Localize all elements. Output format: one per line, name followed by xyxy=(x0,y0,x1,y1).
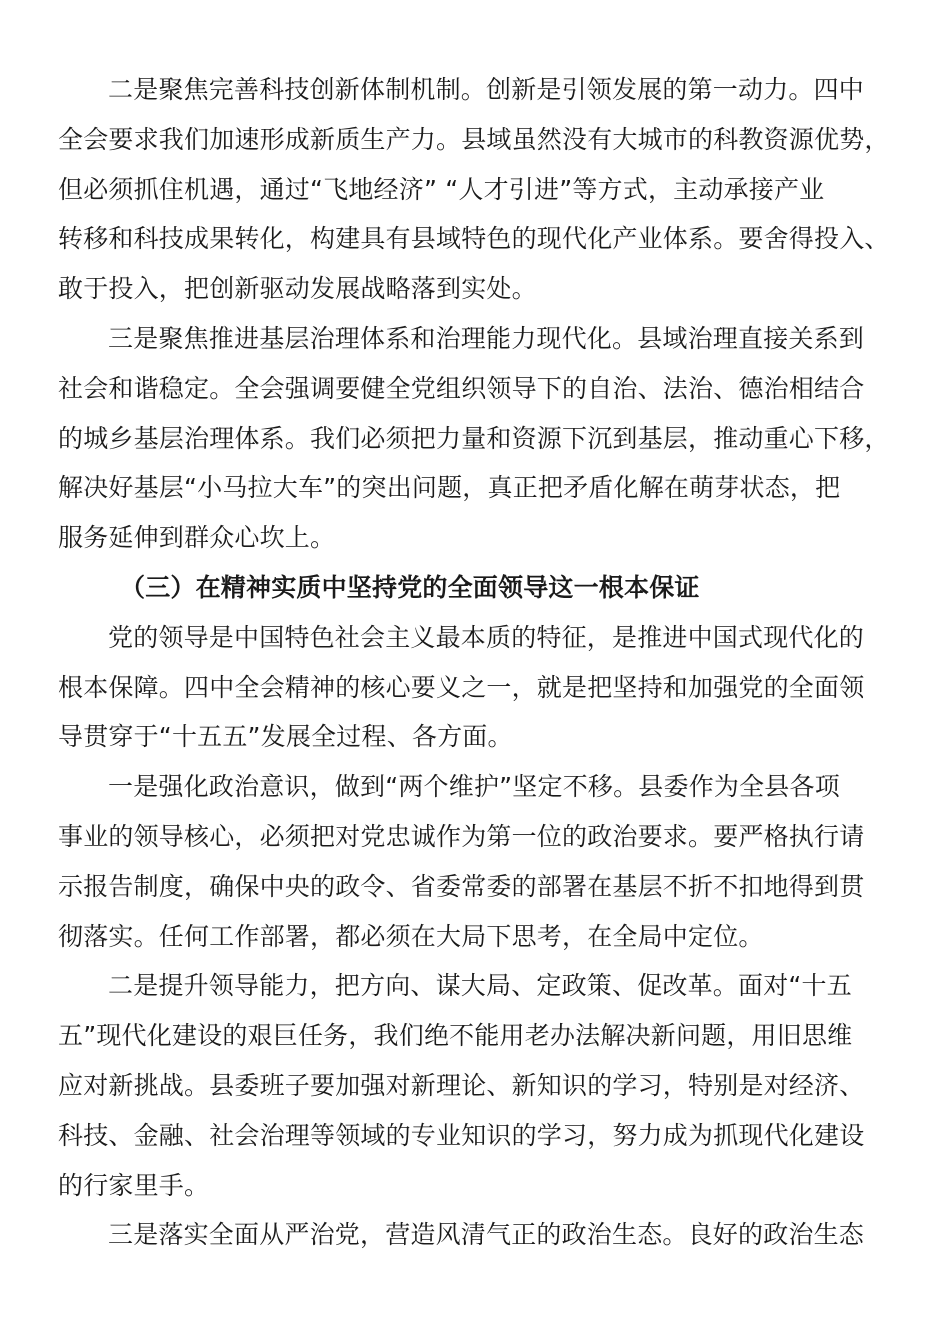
text-line: 服务延伸到群众心坎上。 xyxy=(58,523,336,553)
text-line: 导贯穿于“十五五”发展全过程、各方面。 xyxy=(58,722,513,752)
text-line: 彻落实。任何工作部署，都必须在大局下思考，在全局中定位。 xyxy=(58,921,764,951)
text-line: 敢于投入，把创新驱动发展战略落到实处。 xyxy=(58,274,537,304)
text-line: 应对新挑战。县委班子要加强对新理论、新知识的学习，特别是对经济、 xyxy=(58,1070,865,1100)
text-line: 二是聚焦完善科技创新体制机制。创新是引领发展的第一动力。四中 xyxy=(108,75,865,104)
text-line: 一是强化政治意识，做到“两个维护”坚定不移。县委作为全县各项 xyxy=(108,772,840,802)
text-line: 的行家里手。 xyxy=(58,1170,210,1200)
text-line: 根本保障。四中全会精神的核心要义之一，就是把坚持和加强党的全面领 xyxy=(58,672,865,702)
document-page xyxy=(58,65,898,1260)
text-line: 示报告制度，确保中央的政令、省委常委的部署在基层不折不扣地得到贯 xyxy=(58,871,865,901)
text-line: 三是落实全面从严治党，营造风清气正的政治生态。良好的政治生态 xyxy=(108,1220,865,1250)
text-line: 科技、金融、社会治理等领域的专业知识的学习，努力成为抓现代化建设 xyxy=(58,1120,865,1150)
text-line: 三是聚焦推进基层治理体系和治理能力现代化。县域治理直接关系到 xyxy=(108,323,865,353)
text-line: 解决好基层“小马拉大车”的突出问题，真正把矛盾化解在萌芽状态，把 xyxy=(58,473,841,503)
text-line: 但必须抓住机遇，通过“飞地经济” “人才引进”等方式，主动承接产业 xyxy=(58,174,825,204)
text-line: 二是提升领导能力，把方向、谋大局、定政策、促改革。面对“十五 xyxy=(108,971,852,1001)
section-heading: （三）在精神实质中坚持党的全面领导这一根本保证 xyxy=(120,572,700,602)
text-line: 五”现代化建设的艰巨任务，我们绝不能用老办法解决新问题，用旧思维 xyxy=(58,1021,853,1051)
text-line: 的城乡基层治理体系。我们必须把力量和资源下沉到基层，推动重心下移， xyxy=(58,423,890,453)
text-line: 社会和谐稳定。全会强调要健全党组织领导下的自治、法治、德治相结合 xyxy=(58,373,865,403)
text-line: 转移和科技成果转化，构建具有县域特色的现代化产业体系。要舍得投入、 xyxy=(58,224,890,254)
text-line: 党的领导是中国特色社会主义最本质的特征，是推进中国式现代化的 xyxy=(108,622,865,652)
text-line: 事业的领导核心，必须把对党忠诚作为第一位的政治要求。要严格执行请 xyxy=(58,821,865,851)
text-line: 全会要求我们加速形成新质生产力。县域虽然没有大城市的科教资源优势， xyxy=(58,124,890,154)
